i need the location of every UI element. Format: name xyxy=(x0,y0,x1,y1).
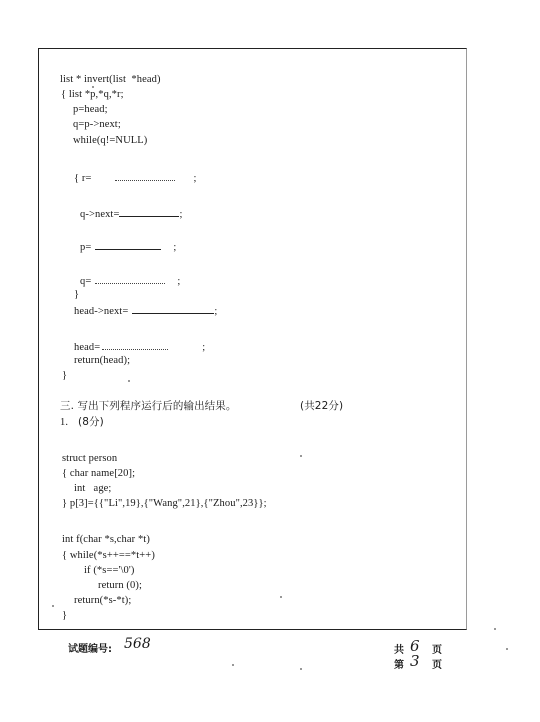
code2-func-header: int f(char *s,char *t) xyxy=(62,534,150,545)
code-text: head= xyxy=(74,342,101,353)
code2-array-init: } p[3]={{"Li",19},{"Wang",21},{"Zhou",23}}; xyxy=(62,498,267,509)
code-line-blank-head xyxy=(74,339,205,354)
exam-code-handwritten: 568 xyxy=(124,636,151,652)
scan-speck xyxy=(92,86,94,88)
code-line-func-header: list * invert(list *head) xyxy=(60,74,161,85)
scan-speck xyxy=(232,664,234,666)
current-page-value: 3 xyxy=(410,652,420,670)
code-text: q->next= xyxy=(80,209,120,220)
code-semicolon: ; xyxy=(214,306,218,317)
scan-speck xyxy=(300,455,302,457)
code2-end: } xyxy=(62,610,68,621)
exam-code-label: 试题编号: xyxy=(68,644,112,655)
code-line-declarations: { list *p,*q,*r; xyxy=(61,89,124,100)
code-line-while: while(q!=NULL) xyxy=(73,135,148,146)
answer-blank xyxy=(95,239,161,250)
scan-speck xyxy=(52,605,54,607)
code-line-blank-headnext xyxy=(74,303,217,318)
code-semicolon: ; xyxy=(177,276,181,287)
code-line-blank-r xyxy=(74,170,197,185)
total-pages-value: 6 xyxy=(410,637,420,655)
code-line-q-assign: q=p->next; xyxy=(73,119,121,130)
code-text: p= xyxy=(80,242,92,253)
code-line-blank-p xyxy=(80,239,176,254)
total-pages-prefix: 共 xyxy=(394,645,404,656)
answer-blank xyxy=(119,206,179,217)
code2-if: if (*s=='\0') xyxy=(84,565,135,576)
code2-int-age: int age; xyxy=(74,483,112,494)
code-text: head->next= xyxy=(74,306,129,317)
scan-speck xyxy=(128,380,130,382)
scan-speck xyxy=(280,596,282,598)
code-semicolon: ; xyxy=(173,242,177,253)
scan-speck xyxy=(300,668,302,670)
code-semicolon: ; xyxy=(179,209,183,220)
code-line-func-end: } xyxy=(62,370,68,381)
code-semicolon: ; xyxy=(193,173,197,184)
answer-blank xyxy=(102,339,168,350)
code-line-blank-q xyxy=(80,273,180,288)
code2-while: { while(*s++==*t++) xyxy=(62,550,155,561)
answer-blank xyxy=(132,303,214,314)
code-semicolon: ; xyxy=(202,342,206,353)
question-number: 1. xyxy=(60,417,69,428)
answer-blank xyxy=(95,273,165,284)
current-page-suffix: 页 xyxy=(432,660,442,671)
scan-speck xyxy=(506,648,508,650)
section-heading: 三. 写出下列程序运行后的输出结果。 xyxy=(60,400,237,412)
code2-struct: struct person xyxy=(62,453,118,464)
total-pages-suffix: 页 xyxy=(432,645,442,656)
scan-speck xyxy=(494,628,496,630)
code-line-close-brace: } xyxy=(74,289,80,300)
code-text: { r= xyxy=(74,173,92,184)
section-points: (共22分) xyxy=(300,400,344,412)
question-points: (8分) xyxy=(78,416,104,428)
answer-blank xyxy=(115,170,175,181)
code-text: q= xyxy=(80,276,92,287)
current-page-prefix: 第 xyxy=(394,660,404,671)
code-line-p-assign: p=head; xyxy=(73,104,108,115)
code-line-return: return(head); xyxy=(74,355,131,366)
code2-return-zero: return (0); xyxy=(98,580,142,591)
code-line-blank-qnext xyxy=(80,206,183,221)
code2-return-diff: return(*s-*t); xyxy=(74,595,132,606)
code2-char-name: { char name[20]; xyxy=(62,468,136,479)
